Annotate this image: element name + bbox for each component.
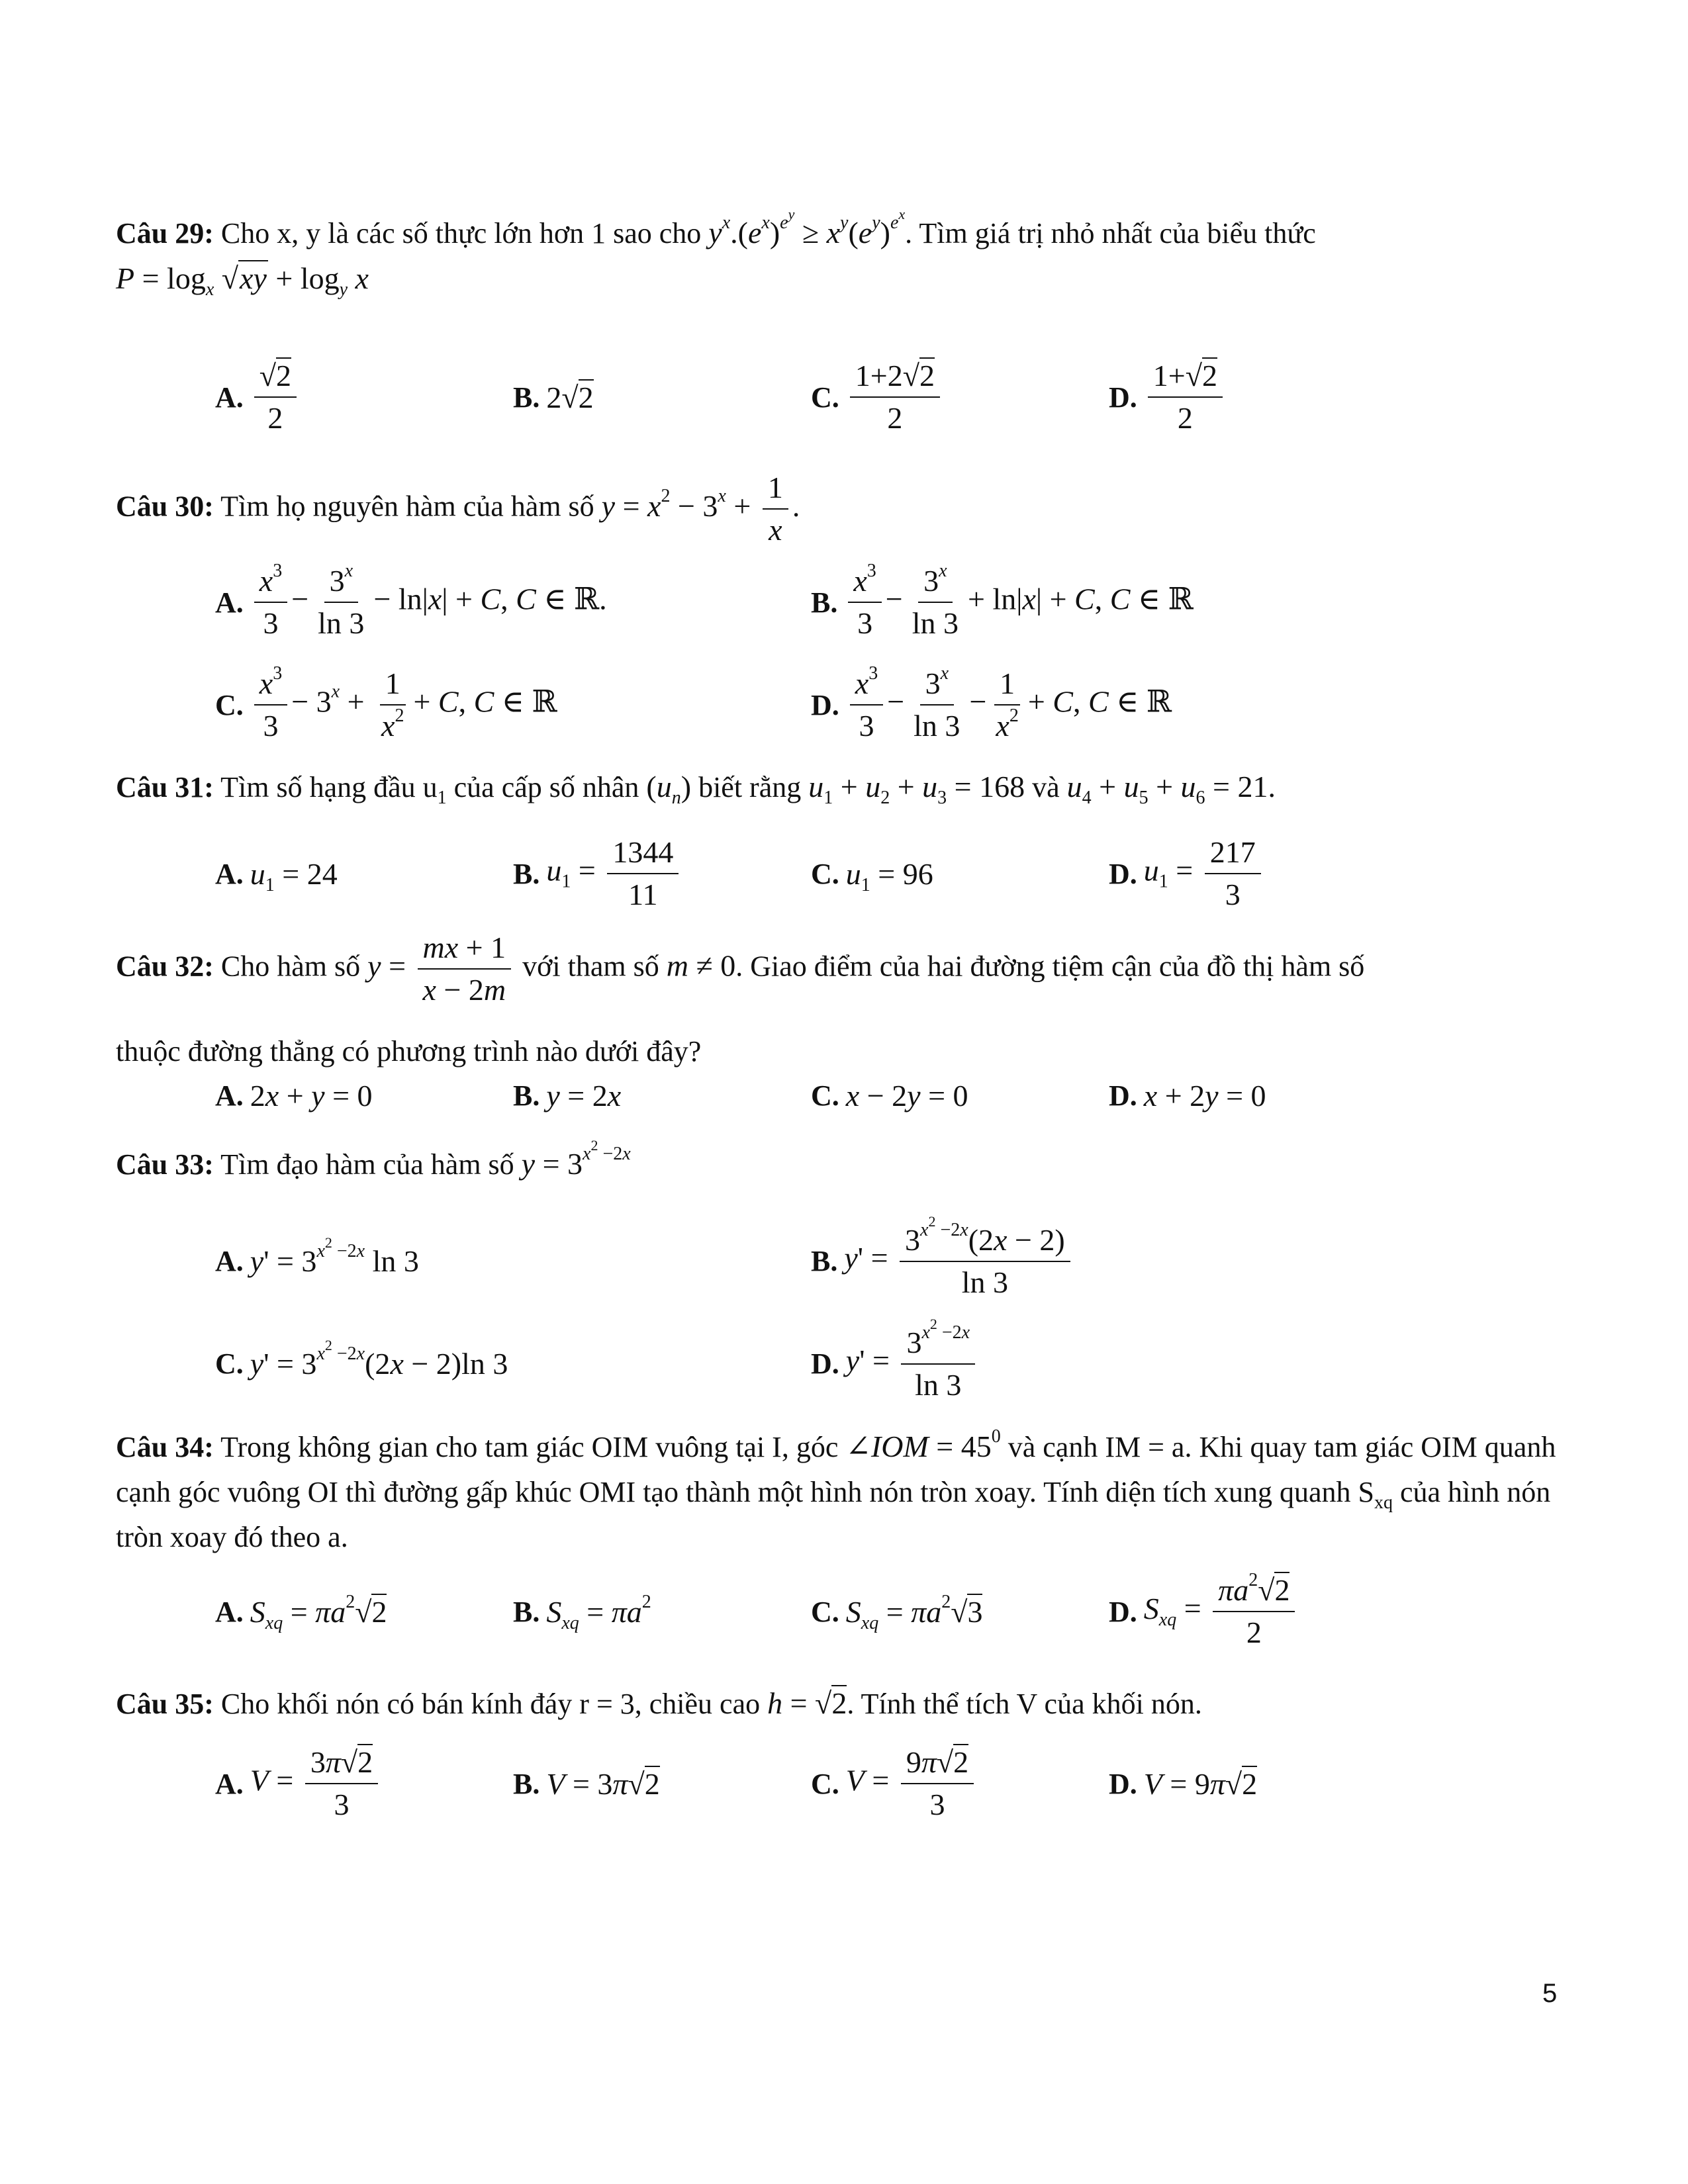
option-a[interactable]: A. V = $\frac{3\pi√2}{3}$: [215, 1737, 382, 1830]
question-label: Câu 31:: [116, 771, 214, 803]
question-text: . Tìm giá trị nhỏ nhất của biểu thức: [905, 217, 1316, 250]
option-b[interactable]: B. $S_{xq} = \pi a^2$: [513, 1591, 651, 1633]
question-text: của hình nón tròn xoay đó theo a.: [116, 1476, 1551, 1553]
math-expression: $P = \log_x √xy + \log_y x$: [116, 261, 369, 300]
question-text: Tìm số hạng đầu u: [220, 771, 438, 803]
option-c[interactable]: C. $u_1 = 96$: [811, 856, 933, 895]
question-text: thuộc đường thẳng có phương trình nào dưới đây?: [116, 1035, 702, 1068]
option-a[interactable]: A. $y' = 3^{x^2 -2x}$ ln 3: [215, 1234, 419, 1278]
question-label: Câu 32:: [116, 950, 214, 983]
option-a[interactable]: A. $\frac{x^3}{3}$ − $\frac{3^x}{\ln 3}$ − ln|x| + C, C ∈ ℝ.: [215, 561, 607, 640]
question-label: Câu 29:: [116, 217, 214, 250]
question-34: [116, 1424, 1572, 1560]
option-b[interactable]: B. $\frac{x^3}{3}$ − $\frac{3^x}{\ln 3}$ + ln|x| + C, C ∈ ℝ: [811, 561, 1194, 640]
question-text: với tham số: [522, 950, 659, 983]
option-d[interactable]: D. $\frac{x^3}{3}$ − $\frac{3^x}{\ln 3}$ − $\frac{1}{x^2}$ + C, C ∈ ℝ: [811, 663, 1172, 743]
option-b[interactable]: B. V = 3π√2: [513, 1766, 660, 1801]
math-expression: $y^x.(e^x)^{e^y} \ge x^y(e^y)^{e^x}$: [708, 206, 906, 250]
page-number: 5: [1542, 1979, 1558, 2008]
math-expression: $u_4 + u_5 + u_6 = 21$.: [1066, 770, 1276, 808]
option-c[interactable]: C. $y' = 3^{x^2 -2x}(2x - 2)\ln$ 3: [215, 1337, 508, 1381]
question-text: biết rằng: [698, 771, 802, 803]
option-d[interactable]: D. $S_{xq}$ = $\frac{\pi a^2√2}{2}$: [1109, 1565, 1299, 1658]
option-b[interactable]: B. y' = $\frac{3^{x^2 -2x}(2x - 2)}{\ln 3}$: [811, 1214, 1074, 1307]
option-c[interactable]: C. $\frac{x^3}{3}$ − $3^x$ + $\frac{1}{x^2}$ + C, C ∈ ℝ: [215, 663, 557, 743]
question-label: Câu 33:: [116, 1148, 214, 1181]
question-29: [116, 206, 1572, 302]
question-32: [116, 930, 1572, 1008]
question-35: [116, 1681, 1572, 1727]
option-b[interactable]: B. $u_1$ = $\frac{1344}{11}$: [513, 827, 682, 920]
subscript: xq: [1374, 1492, 1393, 1513]
math-expression: $u_1 + u_2 + u_3 = 168$: [808, 770, 1025, 808]
option-c[interactable]: C. $\frac{1+2√2}{2}$: [811, 351, 944, 443]
question-text: Cho khối nón có bán kính đáy r = 3, chiều cao: [220, 1688, 761, 1720]
option-a[interactable]: A. $S_{xq} = \pi a^2√2$: [215, 1591, 387, 1633]
option-d[interactable]: D. x + 2y = 0: [1109, 1078, 1266, 1113]
math-expression: $y = x^2 - 3^x$ + $\frac{1}{x}$ .: [601, 471, 800, 547]
question-text: . Giao điểm của hai đường tiệm cận của đồ thị hàm số: [735, 950, 1365, 983]
question-text: và cạnh IM = a. Khi quay tam giác OIM quanh cạnh góc vuông OI thì đường gấp khúc OMI tạo thành một hình nón tròn xoay. Tính diện tích xung quanh S: [116, 1431, 1556, 1508]
math-expression: $(u_n)$: [646, 770, 692, 808]
question-text: Tìm đạo hàm của hàm số: [220, 1148, 514, 1181]
question-text: Cho hàm số: [220, 950, 361, 983]
option-d[interactable]: D. $\frac{1+√2}{2}$: [1109, 351, 1227, 443]
question-text: của cấp số nhân: [453, 771, 639, 803]
question-label: Câu 35:: [116, 1688, 214, 1720]
option-a[interactable]: A. $\frac{√2}{2}$: [215, 351, 301, 443]
question-text: . Tính thể tích V của khối nón.: [847, 1688, 1202, 1720]
option-c[interactable]: C. V = $\frac{9\pi√2}{3}$: [811, 1737, 978, 1830]
option-c[interactable]: C. $S_{xq} = \pi a^2√3$: [811, 1591, 983, 1633]
math-expression: h = √2: [767, 1686, 847, 1720]
option-c[interactable]: C. x − 2y = 0: [811, 1078, 968, 1113]
math-expression: $y = 3^{x^2 -2x}$: [521, 1137, 631, 1181]
question-text: và: [1032, 771, 1060, 803]
option-a[interactable]: A. 2x + y = 0: [215, 1078, 373, 1113]
question-text: Tìm họ nguyên hàm của hàm số: [220, 490, 594, 523]
question-31: [116, 764, 1572, 810]
question-label: Câu 30:: [116, 490, 214, 523]
option-d[interactable]: D. $u_1$ = $\frac{217}{3}$: [1109, 827, 1265, 920]
math-expression: ∠IOM = $45^0$: [845, 1426, 1001, 1463]
question-text: Cho x, y là các số thực lớn hơn 1 sao cho: [220, 217, 702, 250]
option-b[interactable]: B. y = 2x: [513, 1078, 622, 1113]
question-label: Câu 34:: [116, 1431, 214, 1463]
math-expression: y = $\frac{mx + 1}{x - 2m}$: [367, 949, 515, 983]
option-b[interactable]: B. 2√2: [513, 380, 594, 414]
question-30: [116, 470, 1572, 548]
option-d[interactable]: D. V = 9π√2: [1109, 1766, 1258, 1801]
option-d[interactable]: D. y' = $\frac{3^{x^2 -2x}}{\ln 3}$: [811, 1317, 979, 1410]
subscript: 1: [437, 788, 447, 808]
math-expression: m ≠ 0: [666, 948, 736, 983]
option-a[interactable]: A. $u_1 = 24$: [215, 856, 338, 895]
question-text: Trong không gian cho tam giác OIM vuông tại I, góc: [220, 1431, 839, 1463]
question-33: [116, 1137, 1572, 1187]
